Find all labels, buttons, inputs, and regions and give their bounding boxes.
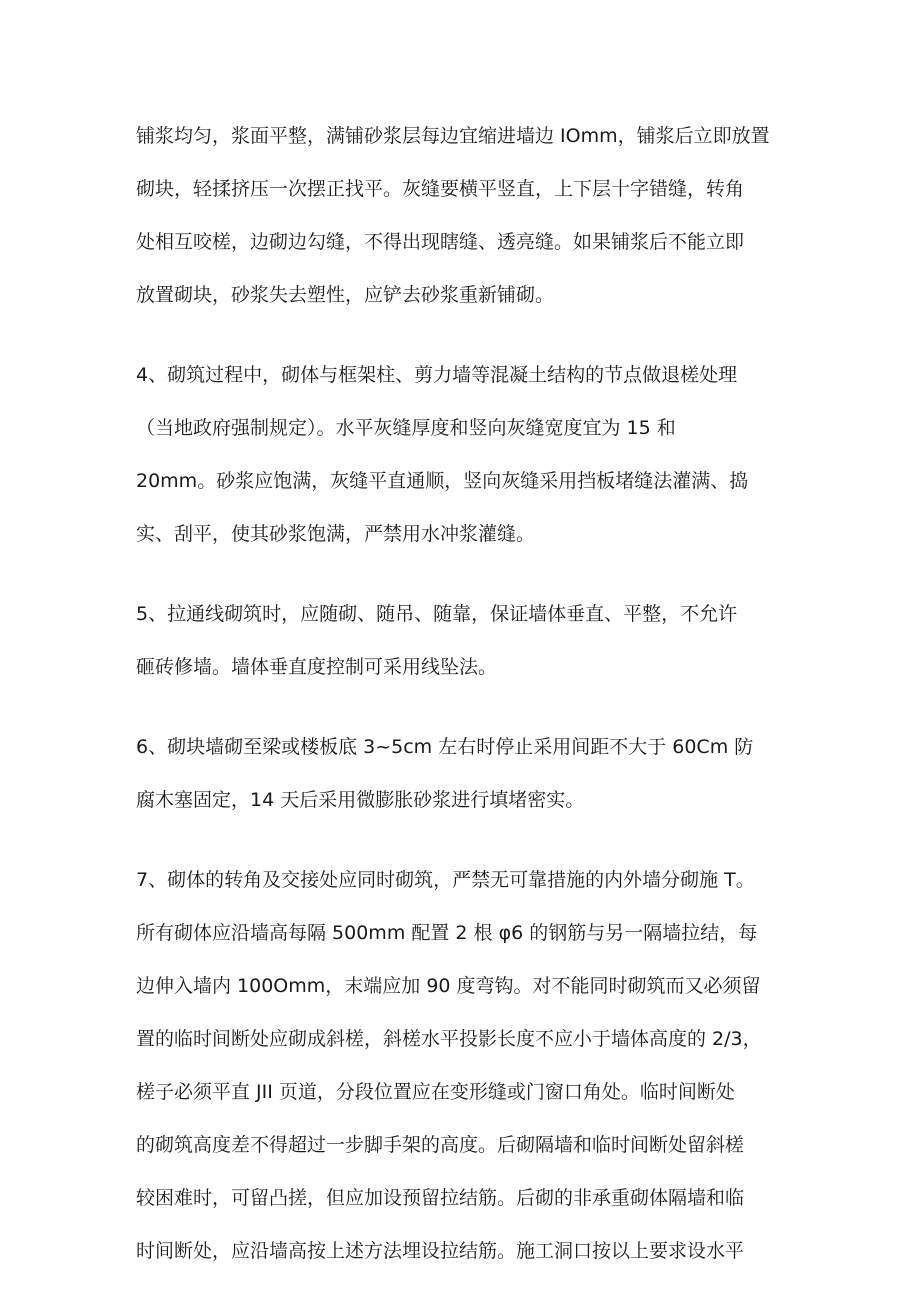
- text-line: 砌块，轻揉挤压一次摆正找平。灰缝要横平竖直，上下层十字错缝，转角: [136, 178, 745, 200]
- text-line: 20mm。砂浆应饱满，灰缝平直通顺，竖向灰缝采用挡板堵缝法灌满、捣: [136, 470, 749, 492]
- text-line: 放置砌块，砂浆失去塑性，应铲去砂浆重新铺砌。: [136, 284, 555, 306]
- paragraph-continuation: [136, 110, 791, 322]
- text-line: 槎子必须平直 JII 页道，分段位置应在变形缝或门窗口角处。临时间断处: [136, 1081, 735, 1103]
- document-body: [136, 110, 791, 1305]
- text-line: 7、砌体的转角及交接处应同时砌筑，严禁无可靠措施的内外墙分砌施 T。: [136, 869, 755, 891]
- text-line: 时间断处，应沿墙高按上述方法埋设拉结筋。施工洞口按以上要求设水平: [136, 1240, 745, 1262]
- paragraph-item-7: [136, 854, 791, 1278]
- paragraph-item-4: [136, 349, 791, 561]
- text-line: 腐木塞固定，14 天后采用微膨胀砂浆进行填堵密实。: [136, 789, 585, 811]
- text-line: 6、砌块墙砌至梁或楼板底 3~5cm 左右时停止采用间距不大于 60Cm 防: [136, 736, 754, 758]
- text-line: 边伸入墙内 100Omm，末端应加 90 度弯钩。对不能同时砌筑而又必须留: [136, 975, 761, 997]
- text-line: 砸砖修墙。墙体垂直度控制可采用线坠法。: [136, 656, 498, 678]
- text-line: 实、刮平，使其砂浆饱满，严禁用水冲浆灌缝。: [136, 523, 536, 545]
- text-line: 5、拉通线砌筑时，应随砌、随吊、随靠，保证墙体垂直、平整，不允许: [136, 603, 738, 625]
- text-line: 较困难时，可留凸搓，但应加设预留拉结筋。后砌的非承重砌体隔墙和临: [136, 1187, 745, 1209]
- paragraph-item-6: [136, 721, 791, 827]
- paragraph-item-5: [136, 588, 791, 694]
- text-line: 4、砌筑过程中，砌体与框架柱、剪力墙等混凝土结构的节点做退槎处理: [136, 364, 738, 386]
- text-line: 所有砌体应沿墙高每隔 500mm 配置 2 根 φ6 的钢筋与另一隔墙拉结，每: [136, 922, 758, 944]
- text-line: 铺浆均匀，浆面平整，满铺砂浆层每边宜缩进墙边 IOmm，铺浆后立即放置: [136, 125, 770, 147]
- text-line: （当地政府强制规定）。水平灰缝厚度和竖向灰缝宽度宜为 15 和: [136, 417, 676, 439]
- text-line: 处相互咬槎，边砌边勾缝，不得出现瞎缝、透亮缝。如果铺浆后不能立即: [136, 231, 745, 253]
- text-line: 置的临时间断处应砌成斜槎，斜槎水平投影长度不应小于墙体高度的 2/3，: [136, 1028, 762, 1050]
- text-line: 的砌筑高度差不得超过一步脚手架的高度。后砌隔墙和临时间断处留斜槎: [136, 1134, 745, 1156]
